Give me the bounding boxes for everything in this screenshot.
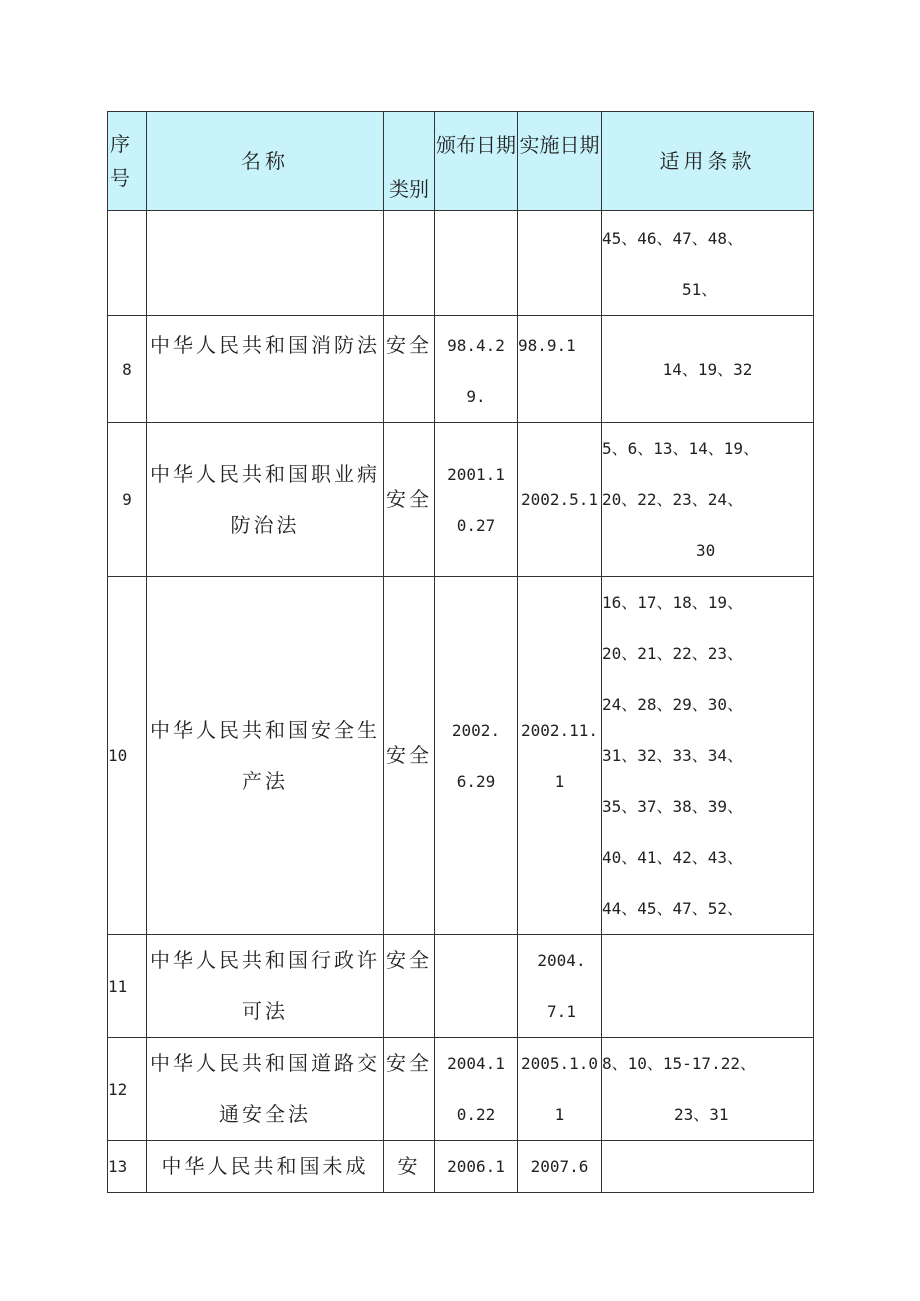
laws-table: [107, 111, 814, 1193]
cell-published: 2001.10.27: [435, 423, 518, 577]
table-row: [108, 211, 814, 316]
cell-seq: 11: [108, 935, 147, 1038]
cell-seq: 13: [108, 1141, 147, 1193]
cell-seq: 10: [108, 577, 147, 935]
header-seq: 序号: [108, 112, 147, 211]
clause-line: 45、46、47、48、: [602, 229, 744, 248]
header-category: 类别: [384, 112, 435, 211]
cell-clauses: [602, 1038, 814, 1141]
cell-name: 中华人民共和国职业病防治法: [147, 423, 384, 577]
cell-clauses: [602, 211, 814, 316]
header-published: 颁布日期: [435, 112, 518, 211]
clause-line: 8、10、15-17.22、: [602, 1054, 756, 1073]
cell-published: [435, 935, 518, 1038]
table-row: [108, 423, 814, 577]
clause-line: 31、32、33、34、: [602, 746, 744, 765]
cell-effective: [518, 211, 602, 316]
cell-effective: 2002.11.1: [518, 577, 602, 935]
clause-line: 24、28、29、30、: [602, 695, 744, 714]
cell-name: 中华人民共和国未成: [147, 1141, 384, 1193]
cell-clauses: [602, 577, 814, 935]
header-clauses: 适用条款: [602, 112, 814, 211]
cell-category: 安全: [384, 316, 435, 423]
cell-effective: 98.9.1: [518, 316, 602, 423]
cell-category: 安: [384, 1141, 435, 1193]
cell-seq: 9: [108, 423, 147, 577]
header-effective: 实施日期: [518, 112, 602, 211]
cell-clauses: [602, 316, 814, 423]
cell-effective: 2007.6: [518, 1141, 602, 1193]
cell-category: 安全: [384, 423, 435, 577]
cell-seq: 8: [108, 316, 147, 423]
clause-line: 23、31: [674, 1105, 729, 1124]
table-row: [108, 1141, 814, 1193]
cell-published: 98.4.29.: [435, 316, 518, 423]
cell-category: 安全: [384, 577, 435, 935]
clause-line: 30: [696, 541, 716, 560]
cell-effective: 2005.1.01: [518, 1038, 602, 1141]
clause-line: 40、41、42、43、: [602, 848, 744, 867]
cell-published: 2006.1: [435, 1141, 518, 1193]
cell-effective: 2002.5.1: [518, 423, 602, 577]
cell-category: 安全: [384, 1038, 435, 1141]
clause-line: 14、19、32: [662, 359, 753, 379]
cell-clauses: [602, 423, 814, 577]
cell-clauses: [602, 935, 814, 1038]
cell-name: 中华人民共和国行政许可法: [147, 935, 384, 1038]
table-row: [108, 935, 814, 1038]
cell-name: 中华人民共和国安全生产法: [147, 577, 384, 935]
clause-line: 20、22、23、24、: [602, 490, 744, 509]
clause-line: 16、17、18、19、: [602, 593, 744, 612]
table-header-row: [108, 112, 814, 211]
cell-category: 安全: [384, 935, 435, 1038]
cell-name: 中华人民共和国消防法: [147, 316, 384, 423]
clause-line: 5、6、13、14、19、: [602, 439, 760, 458]
clause-line: 44、45、47、52、: [602, 899, 744, 918]
cell-published: [435, 211, 518, 316]
cell-category: [384, 211, 435, 316]
clause-line: 51、: [682, 280, 718, 299]
clause-line: 20、21、22、23、: [602, 644, 744, 663]
cell-clauses: [602, 1141, 814, 1193]
cell-published: 2004.10.22: [435, 1038, 518, 1141]
cell-name: 中华人民共和国道路交通安全法: [147, 1038, 384, 1141]
header-name: 名称: [147, 112, 384, 211]
cell-seq: [108, 211, 147, 316]
table-row: [108, 316, 814, 423]
cell-effective: 2004.7.1: [518, 935, 602, 1038]
cell-published: 2002.6.29: [435, 577, 518, 935]
cell-name: [147, 211, 384, 316]
table-row: [108, 577, 814, 935]
clause-line: 35、37、38、39、: [602, 797, 744, 816]
cell-seq: 12: [108, 1038, 147, 1141]
table-row: [108, 1038, 814, 1141]
